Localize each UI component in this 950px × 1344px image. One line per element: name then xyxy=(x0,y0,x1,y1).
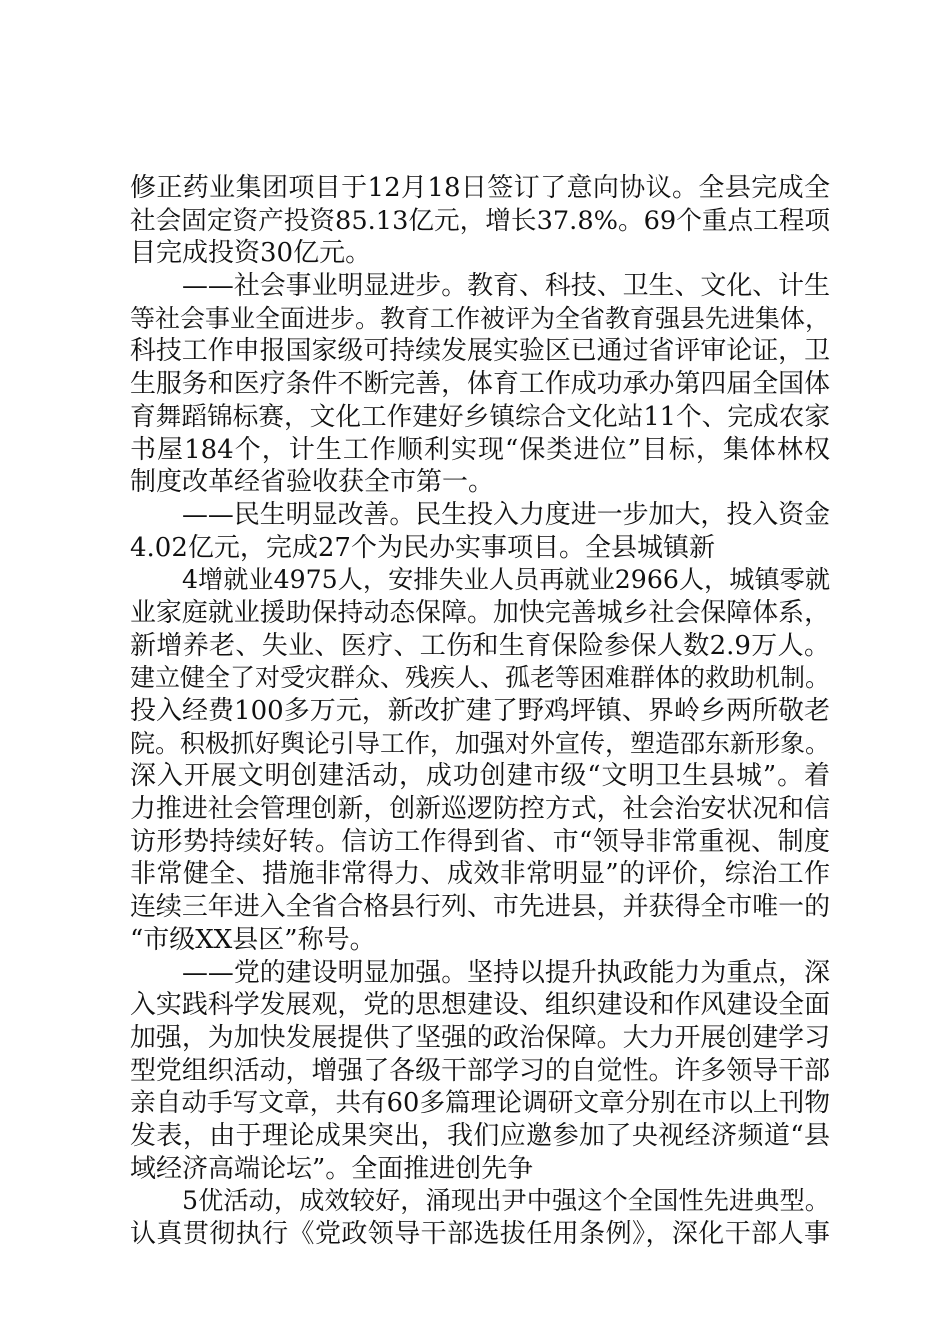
text-line: 力推进社会管理创新，创新巡逻防控方式，社会治安状况和信 xyxy=(130,794,830,825)
text-line: 投入经费100多万元，新改扩建了野鸡坪镇、界岭乡两所敬老 xyxy=(130,696,830,726)
text-line: 亲自动手写文章，共有60多篇理论调研文章分别在市以上刊物 xyxy=(130,1088,830,1119)
text-line: 4增就业4975人，安排失业人员再就业2966人，城镇零就 xyxy=(182,565,830,595)
text-line: “市级XX县区”称号。 xyxy=(130,924,376,955)
text-line: 域经济高端论坛”。全面推进创先争 xyxy=(130,1153,534,1184)
text-line: 5优活动，成效较好，涌现出尹中强这个全国性先进典型。 xyxy=(182,1186,830,1216)
text-line: 非常健全、措施非常得力、成效非常明显”的评价，综治工作 xyxy=(130,859,830,890)
text-line: 育舞蹈锦标赛，文化工作建好乡镇综合文化站11个、完成农家 xyxy=(130,401,830,432)
text-line: 修正药业集团项目于12月18日签订了意向协议。全县完成全 xyxy=(130,173,830,203)
text-line: 业家庭就业援助保持动态保障。加快完善城乡社会保障体系， xyxy=(130,597,830,628)
text-line: 认真贯彻执行《党政领导干部选拔任用条例》，深化干部人事 xyxy=(130,1219,830,1249)
text-line: ——党的建设明显加强。坚持以提升执政能力为重点，深 xyxy=(182,957,830,988)
text-line: 等社会事业全面进步。教育工作被评为全省教育强县先进集体， xyxy=(130,303,831,333)
text-line: 生服务和医疗条件不断完善，体育工作成功承办第四届全国体 xyxy=(130,369,830,400)
text-line: 科技工作申报国家级可持续发展实验区已通过省评审论证，卫 xyxy=(130,336,830,367)
text-line: 制度改革经省验收获全市第一。 xyxy=(130,467,495,498)
text-line: 建立健全了对受灾群众、残疾人、孤老等困难群体的救助机制。 xyxy=(130,663,831,693)
text-line: 深入开展文明创建活动，成功创建市级“文明卫生县城”。着 xyxy=(130,761,830,792)
text-line: 新增养老、失业、医疗、工伤和生育保险参保人数2.9万人。 xyxy=(130,630,830,661)
text-line: 4.02亿元，完成27个为民办实事项目。全县城镇新 xyxy=(130,532,715,563)
text-line: 目完成投资30亿元。 xyxy=(130,238,372,269)
text-line: 院。积极抓好舆论引导工作，加强对外宣传，塑造邵东新形象。 xyxy=(130,728,831,758)
text-line: 连续三年进入全省合格县行列、市先进县，并获得全市唯一的 xyxy=(130,892,830,923)
text-line: ——民生明显改善。民生投入力度进一步加大，投入资金 xyxy=(182,499,830,530)
text-line: 加强，为加快发展提供了坚强的政治保障。大力开展创建学习 xyxy=(130,1022,830,1053)
text-line: 社会固定资产投资85.13亿元，增长37.8%。69个重点工程项 xyxy=(130,205,830,236)
text-line: ——社会事业明显进步。教育、科技、卫生、文化、计生 xyxy=(182,271,830,302)
text-line: 发表，由于理论成果突出，我们应邀参加了央视经济频道“县 xyxy=(130,1120,830,1151)
text-line: 访形势持续好转。信访工作得到省、市“领导非常重视、制度 xyxy=(130,826,830,857)
text-line: 入实践科学发展观，党的思想建设、组织建设和作风建设全面 xyxy=(130,990,830,1021)
text-line: 型党组织活动，增强了各级干部学习的自觉性。许多领导干部 xyxy=(130,1055,830,1086)
document-body xyxy=(130,172,830,1251)
text-line: 书屋184个，计生工作顺利实现“保类进位”目标，集体林权 xyxy=(130,434,830,465)
